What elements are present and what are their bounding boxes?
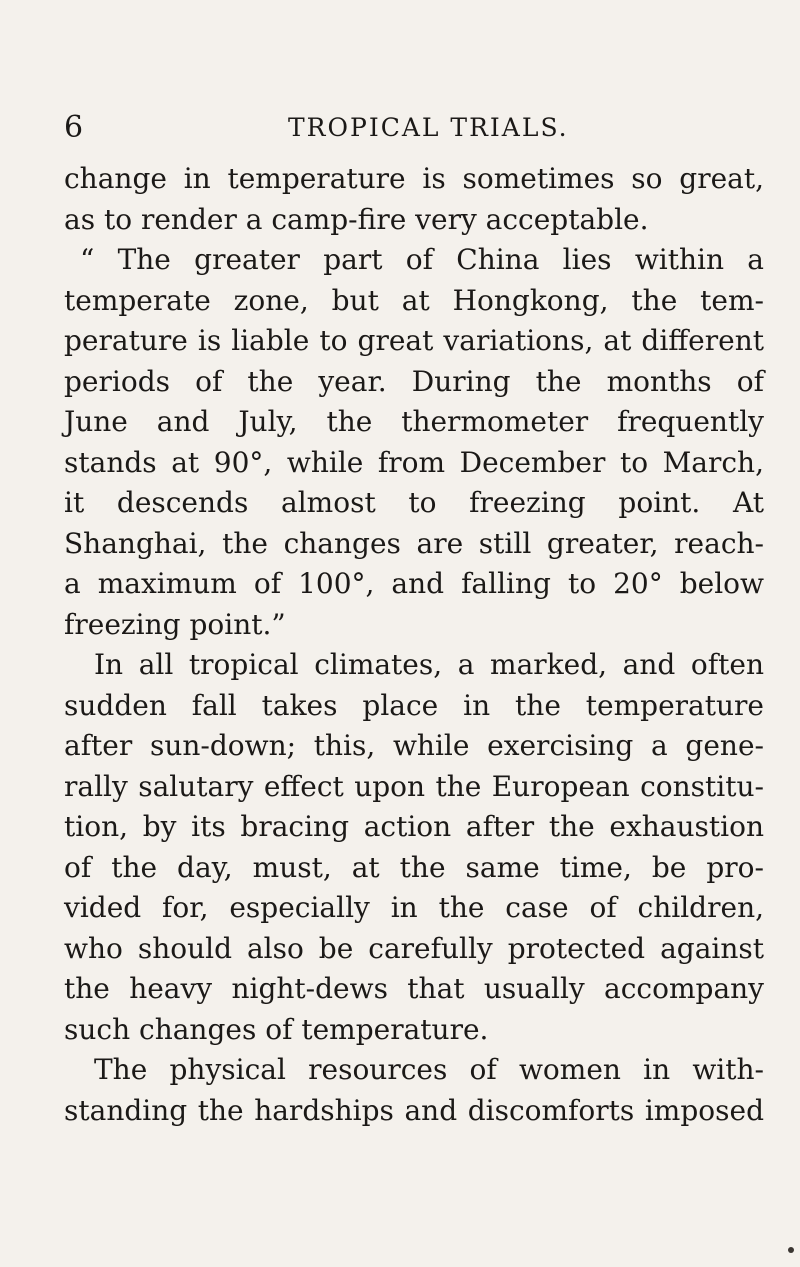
text-line: The physical resources of women in with- xyxy=(94,1053,764,1086)
text-line: In all tropical climates, a marked, and often xyxy=(94,648,764,681)
body-text xyxy=(64,159,764,1131)
text-line: who should also be carefully protected against xyxy=(64,931,764,965)
text-line: Shanghai, the changes are still greater, reach- xyxy=(64,526,764,560)
text-line: sudden fall takes place in the temperature xyxy=(64,688,764,722)
text-line: freezing point.” xyxy=(64,607,286,641)
text-line: “ The greater part of China lies within a xyxy=(80,243,764,276)
text-line: temperate zone, but at Hongkong, the tem- xyxy=(64,283,764,317)
running-head xyxy=(64,108,756,148)
text-line: vided for, especially in the case of children, xyxy=(64,891,764,924)
text-line: June and July, the thermometer frequently xyxy=(64,405,764,438)
text-line: it descends almost to freezing point. At xyxy=(64,486,764,519)
text-line: tion, by its bracing action after the exhaustion xyxy=(64,810,764,843)
text-line: of the day, must, at the same time, be pro- xyxy=(64,850,764,884)
text-line: rally salutary effect upon the European constitu- xyxy=(64,769,764,803)
page-number: 6 xyxy=(64,110,84,145)
running-title: TROPICAL TRIALS. xyxy=(288,113,569,142)
text-line: a maximum of 100°, and falling to 20° below xyxy=(64,567,764,600)
text-line: change in temperature is sometimes so great, xyxy=(64,162,764,195)
text-line: perature is liable to great variations, at different xyxy=(64,324,764,357)
text-line: periods of the year. During the months of xyxy=(64,364,764,398)
text-line: as to render a camp-fire very acceptable. xyxy=(64,202,649,236)
text-line: the heavy night-dews that usually accompany xyxy=(64,972,764,1005)
text-line: such changes of temperature. xyxy=(64,1012,489,1046)
margin-speck xyxy=(788,1247,794,1253)
text-line: standing the hardships and discomforts imposed xyxy=(64,1093,764,1127)
text-line: stands at 90°, while from December to March, xyxy=(64,445,764,479)
text-line: after sun-down; this, while exercising a gene- xyxy=(64,729,764,762)
